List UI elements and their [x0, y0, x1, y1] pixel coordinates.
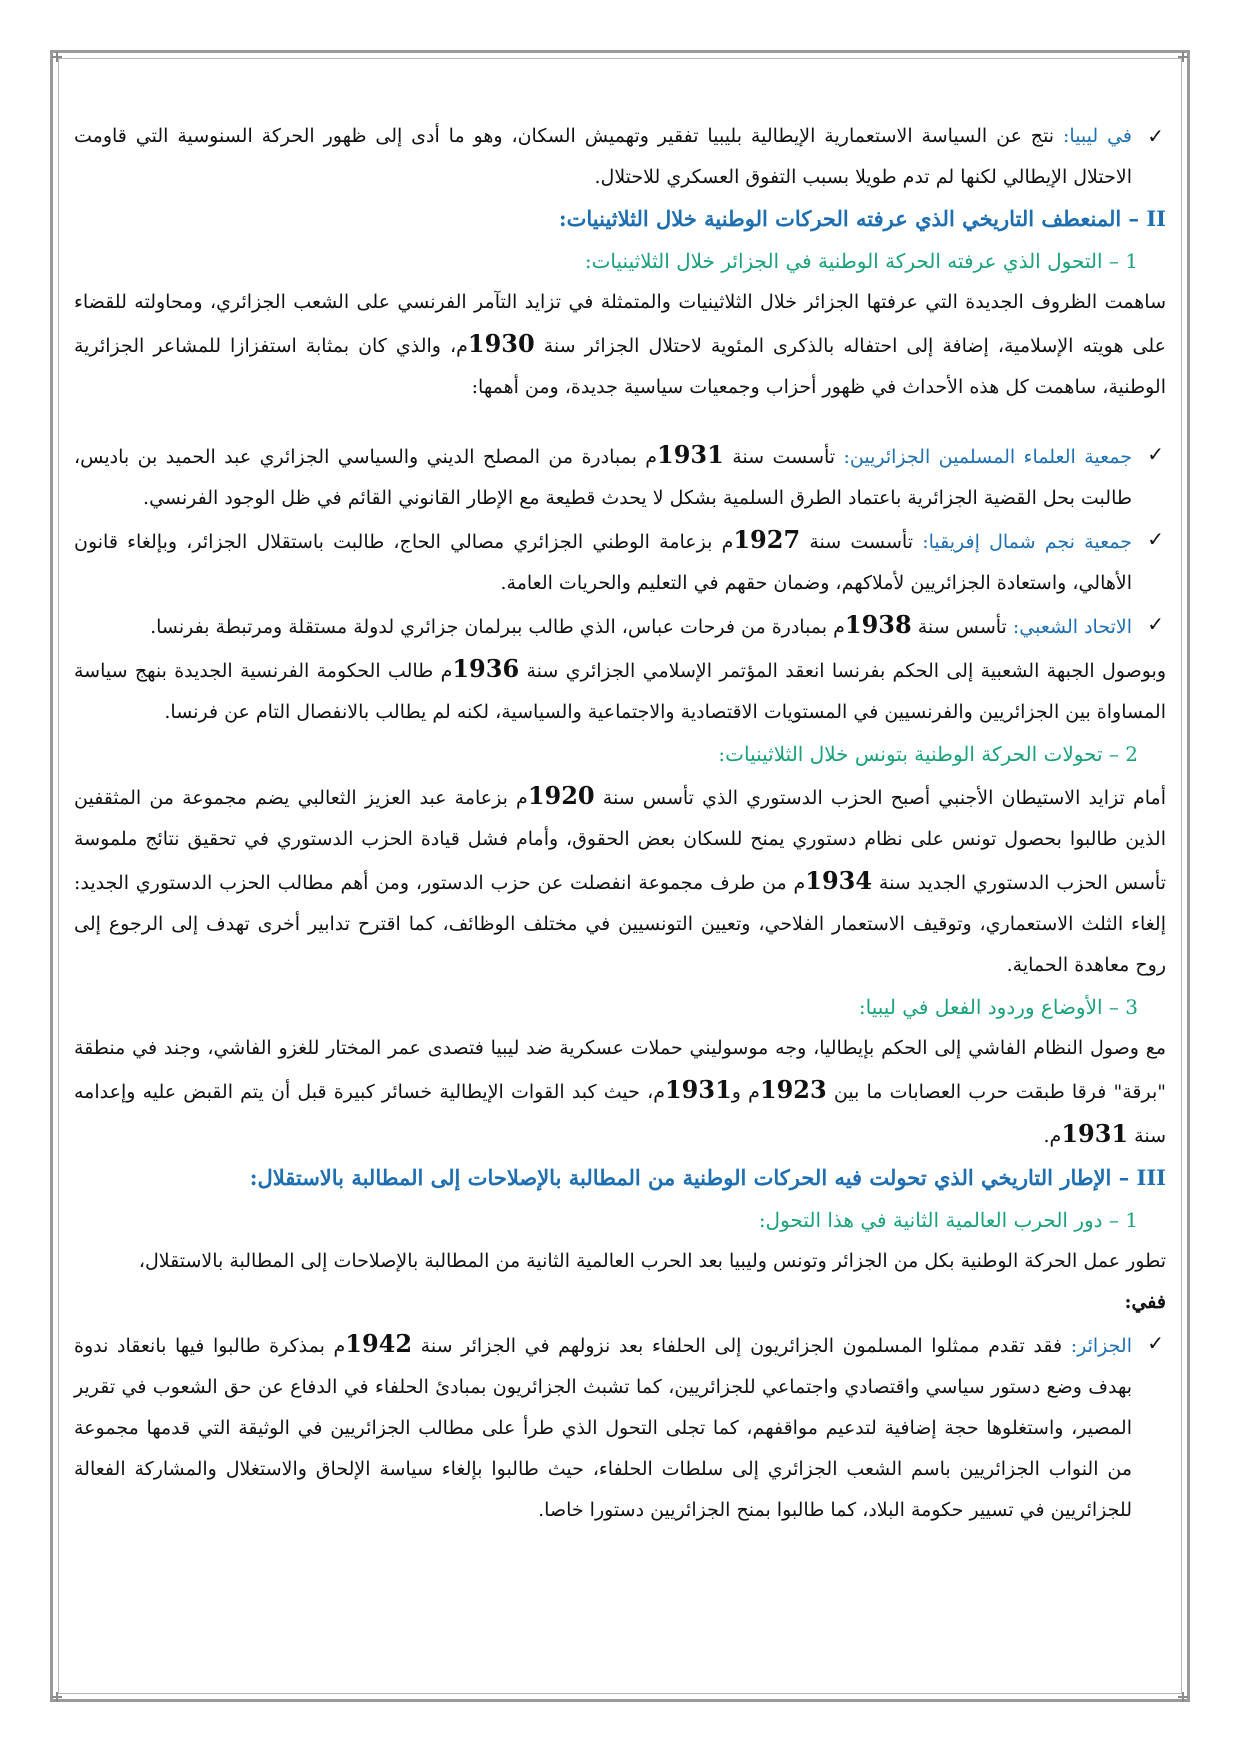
corner-ornament: [1178, 52, 1188, 62]
subsection-heading-ww2: 1 – دور الحرب العالمية الثانية في هذا التحول:: [758, 1208, 1138, 1232]
list-item-algeria-1942: ✓ الجزائر: فقد تقدم ممثلوا المسلمون الجزائريون إلى الحلفاء بعد نزولهم في الجزائر سنة 1942م بمذكرة طالبوا فيها بانعقاد ندوة بهدف وضع دستور سياسي واقتصادي واجتماعي للجزائريين، كما تشبث الجزائريون بمبادئ الحلفاء في الدفاع عن حق الشعوب في تقرير المصير، واستغلوها حجة إضافية لتدعيم مواقفهم، كما تجلى التحول الذي طرأ على مطالب الجزائريين في الوثيقة التي قدمها مجموعة من النواب الجزائريين باسم الشعب الجزائري إلى سلطات الحلفاء، حيث طالبوا بإلغاء سياسة الإلحاق والاستغلال والمشاركة الفعالة للجزائريين في تسيير حكومة البلاد، كما طالبوا بمنح الجزائريين دستورا خاصا.: [74, 1323, 1166, 1531]
paragraph-ww2: تطور عمل الحركة الوطنية بكل من الجزائر وتونس وليبيا بعد الحرب العالمية الثانية من المطالبة بالإصلاحات إلى المطالبة بالاستقلال،: [138, 1250, 1166, 1272]
paragraph-algeria-intro: ساهمت الظروف الجديدة التي عرفتها الجزائر خلال الثلاثينيات والمتمثلة في تزايد التآمر الفرنسي على الشعب الجزائري، ومحاولته للقضاء على هويته الإسلامية، إضافة إلى احتفاله بالذكرى المئوية لاحتلال الجزائر سنة 1930م، والذي كان بمثابة استفزازا للمشاعر الجزائرية الوطنية، ساهمت كل هذه الأحداث في ظهور أحزاب وجمعيات سياسية جديدة، ومن أهمها:: [74, 291, 1166, 398]
paragraph-libya: مع وصول النظام الفاشي إلى الحكم بإيطاليا، وجه موسوليني حملات عسكرية ضد ليبيا فتصدى عمر المختار للغزو الفاشي، وجند في منطقة "برقة" فرقا طبقت حرب العصابات ما بين 1923م و1931م، حيث كبد القوات الإيطالية خسائر كبيرة قبل أن يتم القبض عليه وإعدامه سنة 1931م.: [74, 1037, 1167, 1148]
libya-item: [74, 116, 1166, 198]
corner-ornament: [1178, 1692, 1188, 1702]
list-item: ✓ الاتحاد الشعبي: تأسس سنة 1938م بمبادرة من فرحات عباس، الذي طالب ببرلمان جزائري لدولة مستقلة ومرتبطة بفرنسا.: [74, 604, 1166, 648]
checkmark-icon: ✓: [1147, 527, 1164, 551]
section-heading-2: II – المنعطف التاريخي الذي عرفته الحركات الوطنية خلال الثلاثينيات:: [558, 206, 1166, 231]
subsection-heading-algeria: 1 – التحول الذي عرفته الحركة الوطنية في الجزائر خلال الثلاثينيات:: [584, 249, 1138, 273]
document-body: [74, 116, 1166, 1531]
paragraph-tunisia: أمام تزايد الاستيطان الأجنبي أصبح الحزب الدستوري الذي تأسس سنة 1920م بزعامة عبد العزيز الثعالبي يضم مجموعة من المثقفين الذين طالبوا بحصول تونس على نظام دستوري يمنح للسكان بعض الحقوق، وأمام فشل قيادة الحزب الدستوري في تحقيق نتائج ملموسة تأسس الحزب الدستوري الجديد سنة 1934م من طرف مجموعة انفصلت عن حزب الدستور، ومن أهم مطالب الحزب الدستوري الجديد: إلغاء الثلث الاستعماري، وتوقيف الاستعمار الفلاحي، وتعيين التونسيين في مختلف الوظائف، كما اقترح تدابير أخرى تهدف إلى الرجوع إلى روح معاهدة الحماية.: [74, 781, 1166, 976]
checkmark-icon: ✓: [1147, 1331, 1164, 1355]
corner-ornament: [52, 52, 62, 62]
checkmark-icon: ✓: [1147, 124, 1164, 148]
checkmark-icon: ✓: [1147, 612, 1164, 636]
subsection-heading-tunisia: 2 – تحولات الحركة الوطنية بتونس خلال الثلاثينيات:: [718, 742, 1138, 766]
item-label: في ليبيا:: [1063, 125, 1133, 147]
checkmark-icon: ✓: [1147, 442, 1164, 466]
item-text: نتج عن السياسة الاستعمارية الإيطالية بليبيا تفقير وتهميش السكان، وهو ما أدى إلى ظهور الحركة السنوسية التي قاومت الاحتلال الإيطالي لكنها لم تدم طويلا بسبب التفوق العسكري للاحتلال.: [74, 125, 1132, 188]
section-heading-3: III – الإطار التاريخي الذي تحولت فيه الحركات الوطنية من المطالبة بالإصلاحات إلى المطالبة بالاستقلال:: [249, 1165, 1166, 1190]
paragraph-popular-front: وبوصول الجبهة الشعبية إلى الحكم بفرنسا انعقد المؤتمر الإسلامي الجزائري سنة 1936م طالب الحكومة الفرنسية الجديدة بنهج سياسة المساواة بين الجزائريين والفرنسيين في المستويات الاقتصادية والاجتماعية والسياسية، لكنه لم يطالب بالانفصال التام عن فرنسا.: [74, 654, 1166, 723]
list-item: ✓ جمعية العلماء المسلمين الجزائريين: تأسست سنة 1931م بمبادرة من المصلح الديني والسياسي الجزائري عبد الحميد بن باديس، طالبت بحل القضية الجزائرية باعتماد الطرق السلمية بشكل لا يحدث قطيعة مع الإطار القانوني القائم في ظل الوجود الفرنسي.: [74, 434, 1166, 519]
list-item: ✓ جمعية نجم شمال إفريقيا: تأسست سنة 1927م بزعامة الوطني الجزائري مصالي الحاج، طالبت باستقلال الجزائر، وبإلغاء قانون الأهالي، واستعادة الجزائريين لأملاكهم، وضمان حقهم في التعليم والحريات العامة.: [74, 519, 1166, 604]
subsection-heading-libya: 3 – الأوضاع وردود الفعل في ليبيا:: [858, 995, 1138, 1019]
corner-ornament: [52, 1692, 62, 1702]
paragraph-ffi: ففي:: [1124, 1291, 1166, 1313]
